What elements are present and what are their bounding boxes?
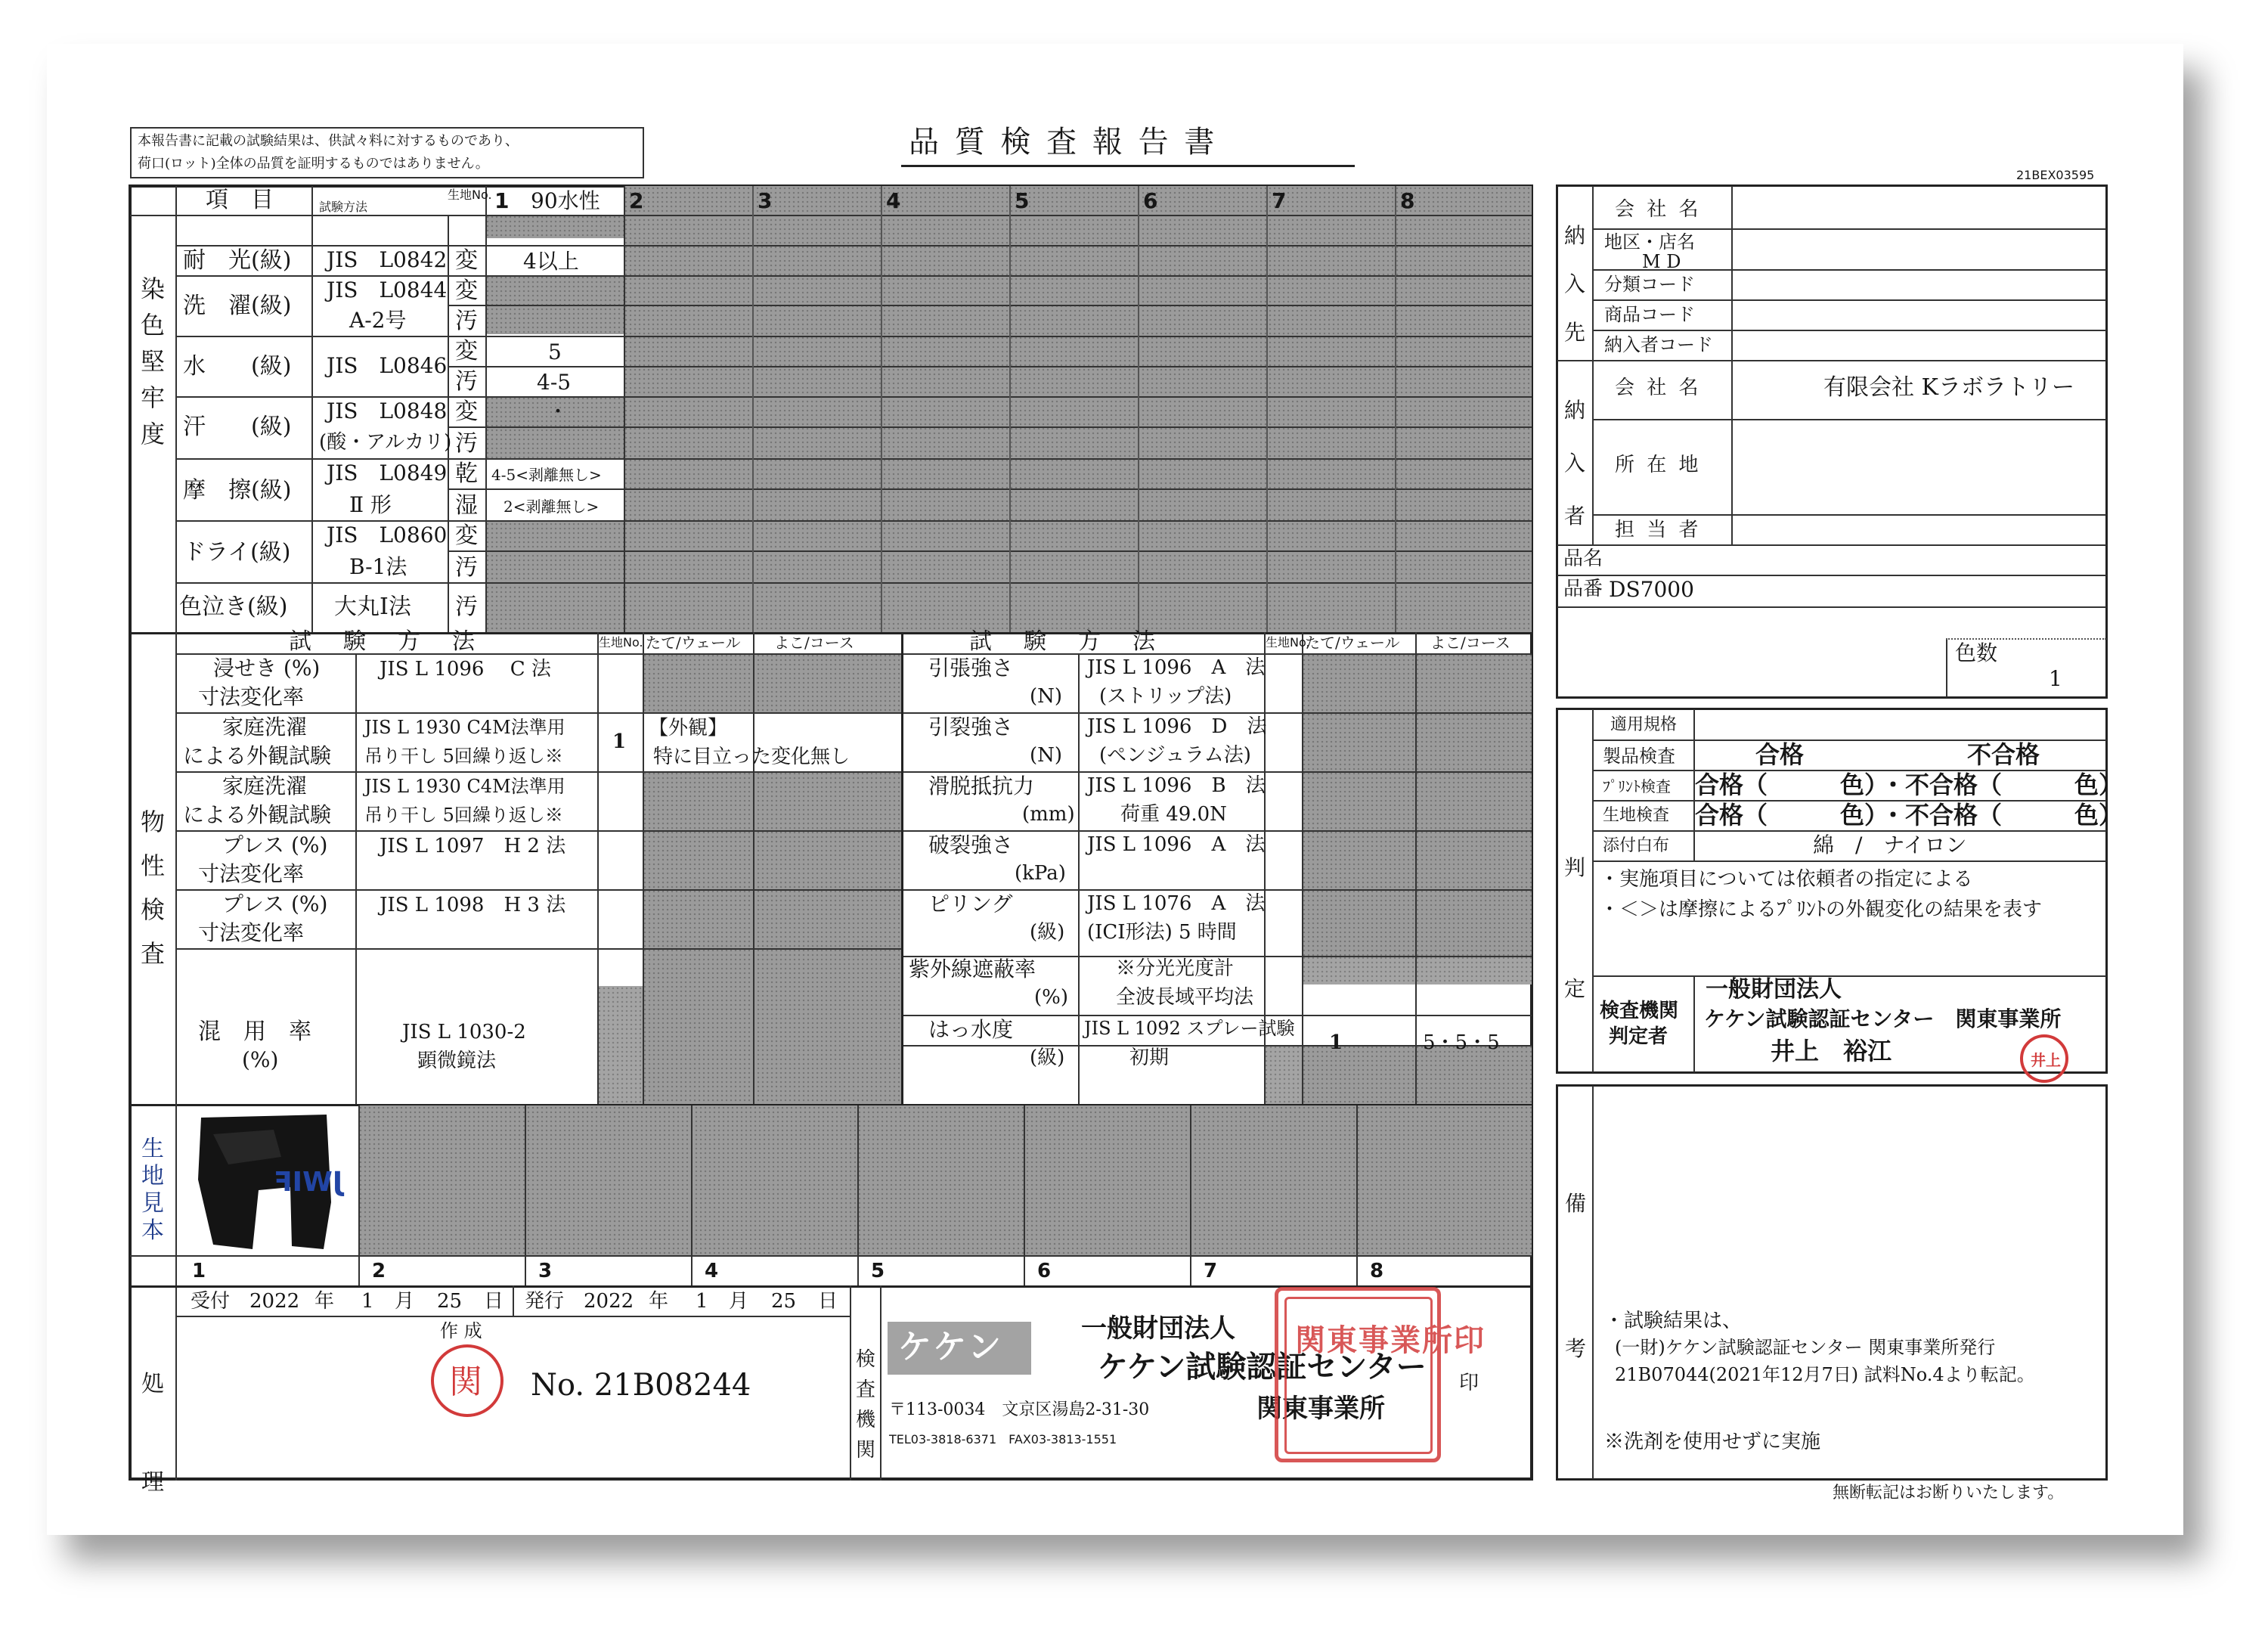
prepared-label: 作 成 xyxy=(440,1320,482,1341)
product-name-label: 品名 xyxy=(1563,547,1603,570)
phys-right-method2: (ストリップ法) xyxy=(1099,685,1232,708)
swatch-num: 6 xyxy=(1037,1260,1052,1282)
supplier-address-label: 所 在 地 xyxy=(1615,454,1702,476)
kaken-logo-text: ケケン xyxy=(898,1328,1005,1366)
judgement-product-pass[interactable]: 合格 xyxy=(1755,740,1805,769)
swatch-num: 8 xyxy=(1370,1260,1384,1282)
phys-left-name: 混 用 率 xyxy=(198,1019,311,1045)
delivery-supplier-code-label: 納入者コード xyxy=(1604,334,1713,355)
phys-right-no: 1 xyxy=(1329,1031,1343,1054)
phys-header-no-right: 生地No. xyxy=(1266,635,1310,650)
remarks-section-label-1: 備 xyxy=(1565,1191,1587,1216)
supplier-company-value: 有限会社 Kラボラトリー xyxy=(1823,374,2074,401)
swatch-num: 7 xyxy=(1204,1260,1218,1282)
judgement-fabric-pass[interactable]: 合格（ 色） xyxy=(1695,801,1889,829)
phys-right-name: 滑脱抵抗力 xyxy=(928,774,1035,798)
phys-right-method2: (ペンジュラム法) xyxy=(1099,744,1251,767)
cf-row-value: ・ xyxy=(548,401,569,423)
phys-right-name2: (級) xyxy=(1030,921,1065,944)
judge-seal xyxy=(2020,1034,2068,1083)
phys-right-method: JIS L 1096 A 法 xyxy=(1087,833,1266,856)
cf-col-8: 8 xyxy=(1400,188,1415,213)
cf-header-method: 試験方法 xyxy=(319,200,368,214)
judgement-org1: 一般財団法人 xyxy=(1706,976,1842,1003)
remarks-line-4: ※洗剤を使用せずに実施 xyxy=(1604,1431,1821,1453)
cf-col-7: 7 xyxy=(1272,188,1287,213)
delivery-category-label: 分類コード xyxy=(1604,274,1695,295)
phys-right-name2: (N) xyxy=(1030,685,1063,708)
phys-left-method: JIS L 1030-2 xyxy=(402,1021,526,1043)
judgement-print-pass[interactable]: 合格（ 色） xyxy=(1695,771,1889,799)
phys-right-method: JIS L 1092 スプレー試験 xyxy=(1084,1018,1295,1039)
phys-left-name2: による外観試験 xyxy=(183,802,332,827)
supplier-section-label: 納入者 xyxy=(1563,398,1585,529)
phys-header-method-right: 試 験 方 法 xyxy=(969,628,1160,655)
product-number-value: DS7000 xyxy=(1609,577,1694,602)
phys-right-method: JIS L 1076 A 法 xyxy=(1087,892,1266,915)
remarks-line-2: (一財)ケケン試験認証センター 関東事業所発行 xyxy=(1615,1337,1996,1358)
cf-col-3: 3 xyxy=(758,188,773,213)
processing-section-label: 処理 xyxy=(141,1371,164,1496)
cf-row-method: JIS L0860 xyxy=(327,522,448,547)
cf-row-kind: 変 xyxy=(455,338,478,364)
issued-label: 発行 xyxy=(525,1290,565,1313)
phys-left-method2: 吊り干し 5回繰り返し※ xyxy=(364,746,563,767)
cf-col1-num: 1 xyxy=(494,188,510,213)
swatch-num: 1 xyxy=(192,1260,206,1282)
phys-header-weft-right: よこ/コース xyxy=(1430,634,1510,652)
cf-col-2: 2 xyxy=(629,188,644,213)
remarks-line-3: 21B07044(2021年12月7日) 試料No.4より転記。 xyxy=(1615,1364,2035,1385)
cf-row-kind: 汚 xyxy=(455,430,478,457)
phys-header-no-left: 生地No. xyxy=(599,635,643,650)
phys-right-name: はっ水度 xyxy=(928,1017,1014,1042)
day-unit: 日 xyxy=(484,1290,504,1313)
fabric-swatch xyxy=(183,1112,355,1252)
cf-row-kind: 変 xyxy=(455,398,478,425)
delivery-box xyxy=(1556,184,2108,699)
judgement-section-label: 判定 xyxy=(1563,855,1585,1001)
doc-code: 21BEX03595 xyxy=(2016,168,2095,182)
phys-right-name2: (級) xyxy=(1030,1047,1065,1069)
cf-row-name: 水 (級) xyxy=(183,353,292,380)
inspector-contact: TEL03-3818-6371 FAX03-3813-1551 xyxy=(889,1432,1117,1447)
prepared-stamp xyxy=(431,1344,503,1417)
phys-right-name2: (N) xyxy=(1030,744,1063,767)
received-label: 受付 xyxy=(191,1290,231,1313)
phys-left-no: 1 xyxy=(612,730,627,753)
inspector-office: 関東事業所 xyxy=(1256,1394,1385,1424)
judgement-judge-label1: 検査機関 xyxy=(1600,1000,1679,1022)
cf-row-kind: 湿 xyxy=(455,492,478,519)
phys-left-method: JIS L 1930 C4M法準用 xyxy=(364,776,565,797)
cf-row-method: JIS L0842 xyxy=(327,247,448,272)
cf-row-value: 5 xyxy=(548,340,562,364)
cf-header-sample: 生地No. xyxy=(448,188,492,202)
phys-left-name: プレス (%) xyxy=(222,833,328,857)
cf-row-method2: B-1法 xyxy=(349,554,407,579)
phys-left-method: JIS L 1096 C 法 xyxy=(380,658,551,681)
phys-right-method: JIS L 1096 B 法 xyxy=(1087,774,1266,797)
phys-left-name2: 寸法変化率 xyxy=(198,861,305,886)
phys-right-method2: 初期 xyxy=(1129,1047,1170,1069)
phys-right-name: 破裂強さ xyxy=(928,833,1014,857)
delivery-product-code-label: 商品コード xyxy=(1604,304,1695,325)
phys-right-name: 引張強さ xyxy=(928,656,1014,681)
delivery-area-label: 地区・店名 xyxy=(1604,231,1695,253)
judge-seal-text: 井上 xyxy=(2031,1051,2061,1069)
issued-year: 2022 xyxy=(584,1290,634,1313)
cf-row-method: JIS L0849 xyxy=(327,460,448,485)
cf-row-method: JIS L0844 xyxy=(327,278,448,302)
cf-row-method: JIS L0846 xyxy=(327,353,448,378)
phys-left-method: JIS L 1098 H 3 法 xyxy=(380,894,566,916)
page-title: 品 質 検 査 報 告 書 xyxy=(909,125,1218,160)
phys-right-method2: 荷重 49.0N xyxy=(1120,803,1227,826)
remarks-line-1: ・試験結果は、 xyxy=(1604,1310,1743,1332)
phys-left-name: 家庭洗濯 xyxy=(222,715,308,740)
phys-left-name: 浸せき (%) xyxy=(213,656,321,681)
phys-left-result2: 特に目立った変化無し xyxy=(653,746,850,768)
footer-note: 無断転記はお断りいたします。 xyxy=(1833,1484,2065,1502)
cf-row-kind: 汚 xyxy=(455,594,478,620)
phys-right-method2: 全波長域平均法 xyxy=(1116,986,1254,1009)
cf-row-name: ドライ(級) xyxy=(183,539,291,566)
phys-left-name: 家庭洗濯 xyxy=(222,774,308,798)
cf-row-kind: 変 xyxy=(455,278,478,304)
cf-col-4: 4 xyxy=(886,188,901,213)
inspector-seal-mark: 印 xyxy=(1459,1372,1479,1394)
product-number-label: 品番 xyxy=(1563,578,1603,600)
phys-right-name2: (kPa) xyxy=(1015,862,1066,885)
phys-right-method2: (ICI形法) 5 時間 xyxy=(1087,921,1237,944)
phys-right-method: JIS L 1096 A 法 xyxy=(1087,656,1266,679)
cf-row-name: 摩 擦(級) xyxy=(183,477,292,504)
judgement-product-fail[interactable]: 不合格 xyxy=(1967,740,2040,769)
phys-left-method: JIS L 1097 H 2 法 xyxy=(380,835,566,857)
kaken-logo xyxy=(888,1322,1031,1375)
phys-right-name: ピリング xyxy=(928,891,1013,916)
phys-left-name: プレス (%) xyxy=(222,891,328,916)
swatch-num: 3 xyxy=(538,1260,553,1282)
cf-row-kind: 変 xyxy=(455,247,478,274)
judgement-print-fail[interactable]: ・不合格（ 色） xyxy=(1881,771,2124,799)
cf-row-value: 2<剥離無し> xyxy=(503,498,600,516)
judgement-attached-value: 綿 / ナイロン xyxy=(1813,833,1967,857)
organization-seal-text: 関東事業所印 xyxy=(1295,1322,1486,1358)
cf-col-6: 6 xyxy=(1143,188,1158,213)
inspector-section-label: 検査機関 xyxy=(855,1348,875,1462)
cf-row-method: 大丸Ⅰ法 xyxy=(334,594,411,620)
inspector-postal: 〒113-0034 文京区湯島2-31-30 xyxy=(889,1400,1150,1419)
cf-row-name: 洗 濯(級) xyxy=(183,293,292,319)
delivery-section-label: 納入先 xyxy=(1563,223,1585,345)
delivery-company-label: 会 社 名 xyxy=(1615,198,1702,221)
phys-right-method: JIS L 1096 D 法 xyxy=(1087,715,1267,738)
cf-row-kind: 汚 xyxy=(455,368,478,395)
judgement-note-1: ・実施項目については依頼者の指定による xyxy=(1600,868,1973,891)
judgement-judge-label2: 判定者 xyxy=(1609,1025,1668,1048)
supplier-contact-label: 担 当 者 xyxy=(1615,519,1702,541)
phys-left-name2: (%) xyxy=(242,1047,279,1072)
remarks-section-label-2: 考 xyxy=(1565,1336,1587,1361)
report-number: No. 21B08244 xyxy=(531,1368,751,1403)
year-unit: 年 xyxy=(314,1290,335,1313)
judgement-note-2: ・＜＞は摩擦によるﾌﾟﾘﾝﾄの外観変化の結果を表す xyxy=(1600,898,2043,921)
judgement-attached-label: 添付白布 xyxy=(1603,836,1670,855)
cf-row-name: 耐 光(級) xyxy=(183,247,292,274)
phys-header-warp-right: たて/ウェール xyxy=(1305,634,1400,652)
cf-section-label: 染色堅牢度 xyxy=(140,274,165,448)
cf-row-kind: 乾 xyxy=(455,460,478,487)
issued-day: 25 xyxy=(771,1290,797,1313)
swatch-num: 5 xyxy=(871,1260,885,1282)
judgement-standard-label: 適用規格 xyxy=(1610,715,1678,734)
swatch-section-label: 生地見本 xyxy=(141,1136,164,1244)
phys-left-method2: 顕微鏡法 xyxy=(417,1050,497,1072)
issued-month: 1 xyxy=(696,1290,708,1313)
phys-left-name2: 寸法変化率 xyxy=(198,920,305,945)
phys-section-label: 物性検査 xyxy=(140,808,165,968)
phys-right-name: 紫外線遮蔽率 xyxy=(909,957,1036,981)
cf-row-value: 4-5 xyxy=(537,370,572,395)
phys-right-name2: (%) xyxy=(1034,986,1068,1009)
cf-row-value: 4以上 xyxy=(523,249,579,274)
cf-row-method: JIS L0848 xyxy=(327,398,448,423)
swatch-num: 4 xyxy=(705,1260,719,1282)
phys-header-weft-left: よこ/コース xyxy=(774,634,854,652)
supplier-company-label: 会 社 名 xyxy=(1615,377,1702,399)
cf-row-name: 色泣き(級) xyxy=(179,594,288,620)
year-unit: 年 xyxy=(649,1290,669,1313)
phys-header-method-left: 試 験 方 法 xyxy=(289,628,479,655)
phys-left-name2: による外観試験 xyxy=(183,743,332,768)
phys-right-name: 引裂強さ xyxy=(928,715,1014,740)
phys-left-result: 【外観】 xyxy=(649,717,728,740)
month-unit: 月 xyxy=(395,1290,415,1313)
prepared-stamp-char: 関 xyxy=(449,1363,482,1401)
received-month: 1 xyxy=(361,1290,374,1313)
remarks-box xyxy=(1556,1084,2108,1481)
cf-row-method2: A-2号 xyxy=(349,308,407,333)
notice-line-2: 荷口(ロット)全体の品質を証明するものではありません。 xyxy=(138,156,489,172)
cf-row-kind: 変 xyxy=(455,522,478,549)
cf-row-value: 4-5<剥離無し> xyxy=(491,466,602,484)
color-count-value: 1 xyxy=(2049,666,2062,691)
cf-header-item: 項 目 xyxy=(206,187,274,213)
cf-row-kind: 汚 xyxy=(455,554,478,581)
phys-right-result: 5・5・5 xyxy=(1423,1031,1500,1054)
phys-left-method: JIS L 1930 C4M法準用 xyxy=(364,717,565,738)
month-unit: 月 xyxy=(729,1290,749,1313)
judgement-print-label: ﾌﾟﾘﾝﾄ検査 xyxy=(1603,777,1671,795)
phys-right-name2: (mm) xyxy=(1022,803,1075,826)
organization-seal xyxy=(1275,1287,1486,1462)
received-year: 2022 xyxy=(249,1290,300,1313)
cf-row-name: 汗 (級) xyxy=(183,414,292,440)
color-count-label: 色数 xyxy=(1955,640,1998,665)
phys-right-method: ※分光光度計 xyxy=(1116,957,1235,980)
cf-row-kind: 汚 xyxy=(455,308,478,334)
phys-header-warp-left: たて/ウェール xyxy=(646,634,741,652)
cf-col-5: 5 xyxy=(1015,188,1030,213)
swatch-print-text: JWIF xyxy=(274,1167,343,1198)
report-sheet xyxy=(47,44,2183,1535)
judgement-product-label: 製品検査 xyxy=(1603,746,1675,767)
phys-left-name2: 寸法変化率 xyxy=(198,684,305,709)
notice-box xyxy=(130,127,644,178)
cf-row-method2: (酸・アルカリ) xyxy=(319,431,452,454)
cf-col1-name: 90水性 xyxy=(531,188,600,213)
judgement-org2: ケケン試験認証センター 関東事業所 xyxy=(1704,1006,2062,1031)
judgement-judge-name: 井上 裕江 xyxy=(1771,1037,1892,1065)
judgement-fabric-fail[interactable]: ・不合格（ 色） xyxy=(1881,801,2124,829)
inspector-org-type: 一般財団法人 xyxy=(1081,1313,1235,1344)
judgement-fabric-label: 生地検査 xyxy=(1603,806,1670,825)
swatch-num: 2 xyxy=(372,1260,386,1282)
day-unit: 日 xyxy=(818,1290,838,1313)
notice-line-1: 本報告書に記載の試験結果は、供試々料に対するものであり、 xyxy=(138,133,519,149)
cf-row-method2: Ⅱ 形 xyxy=(349,492,392,517)
delivery-area-label2: M D xyxy=(1642,251,1681,272)
inspector-org-name: ケケン試験認証センター xyxy=(1098,1349,1427,1384)
phys-left-method2: 吊り干し 5回繰り返し※ xyxy=(364,805,563,826)
received-day: 25 xyxy=(437,1290,463,1313)
